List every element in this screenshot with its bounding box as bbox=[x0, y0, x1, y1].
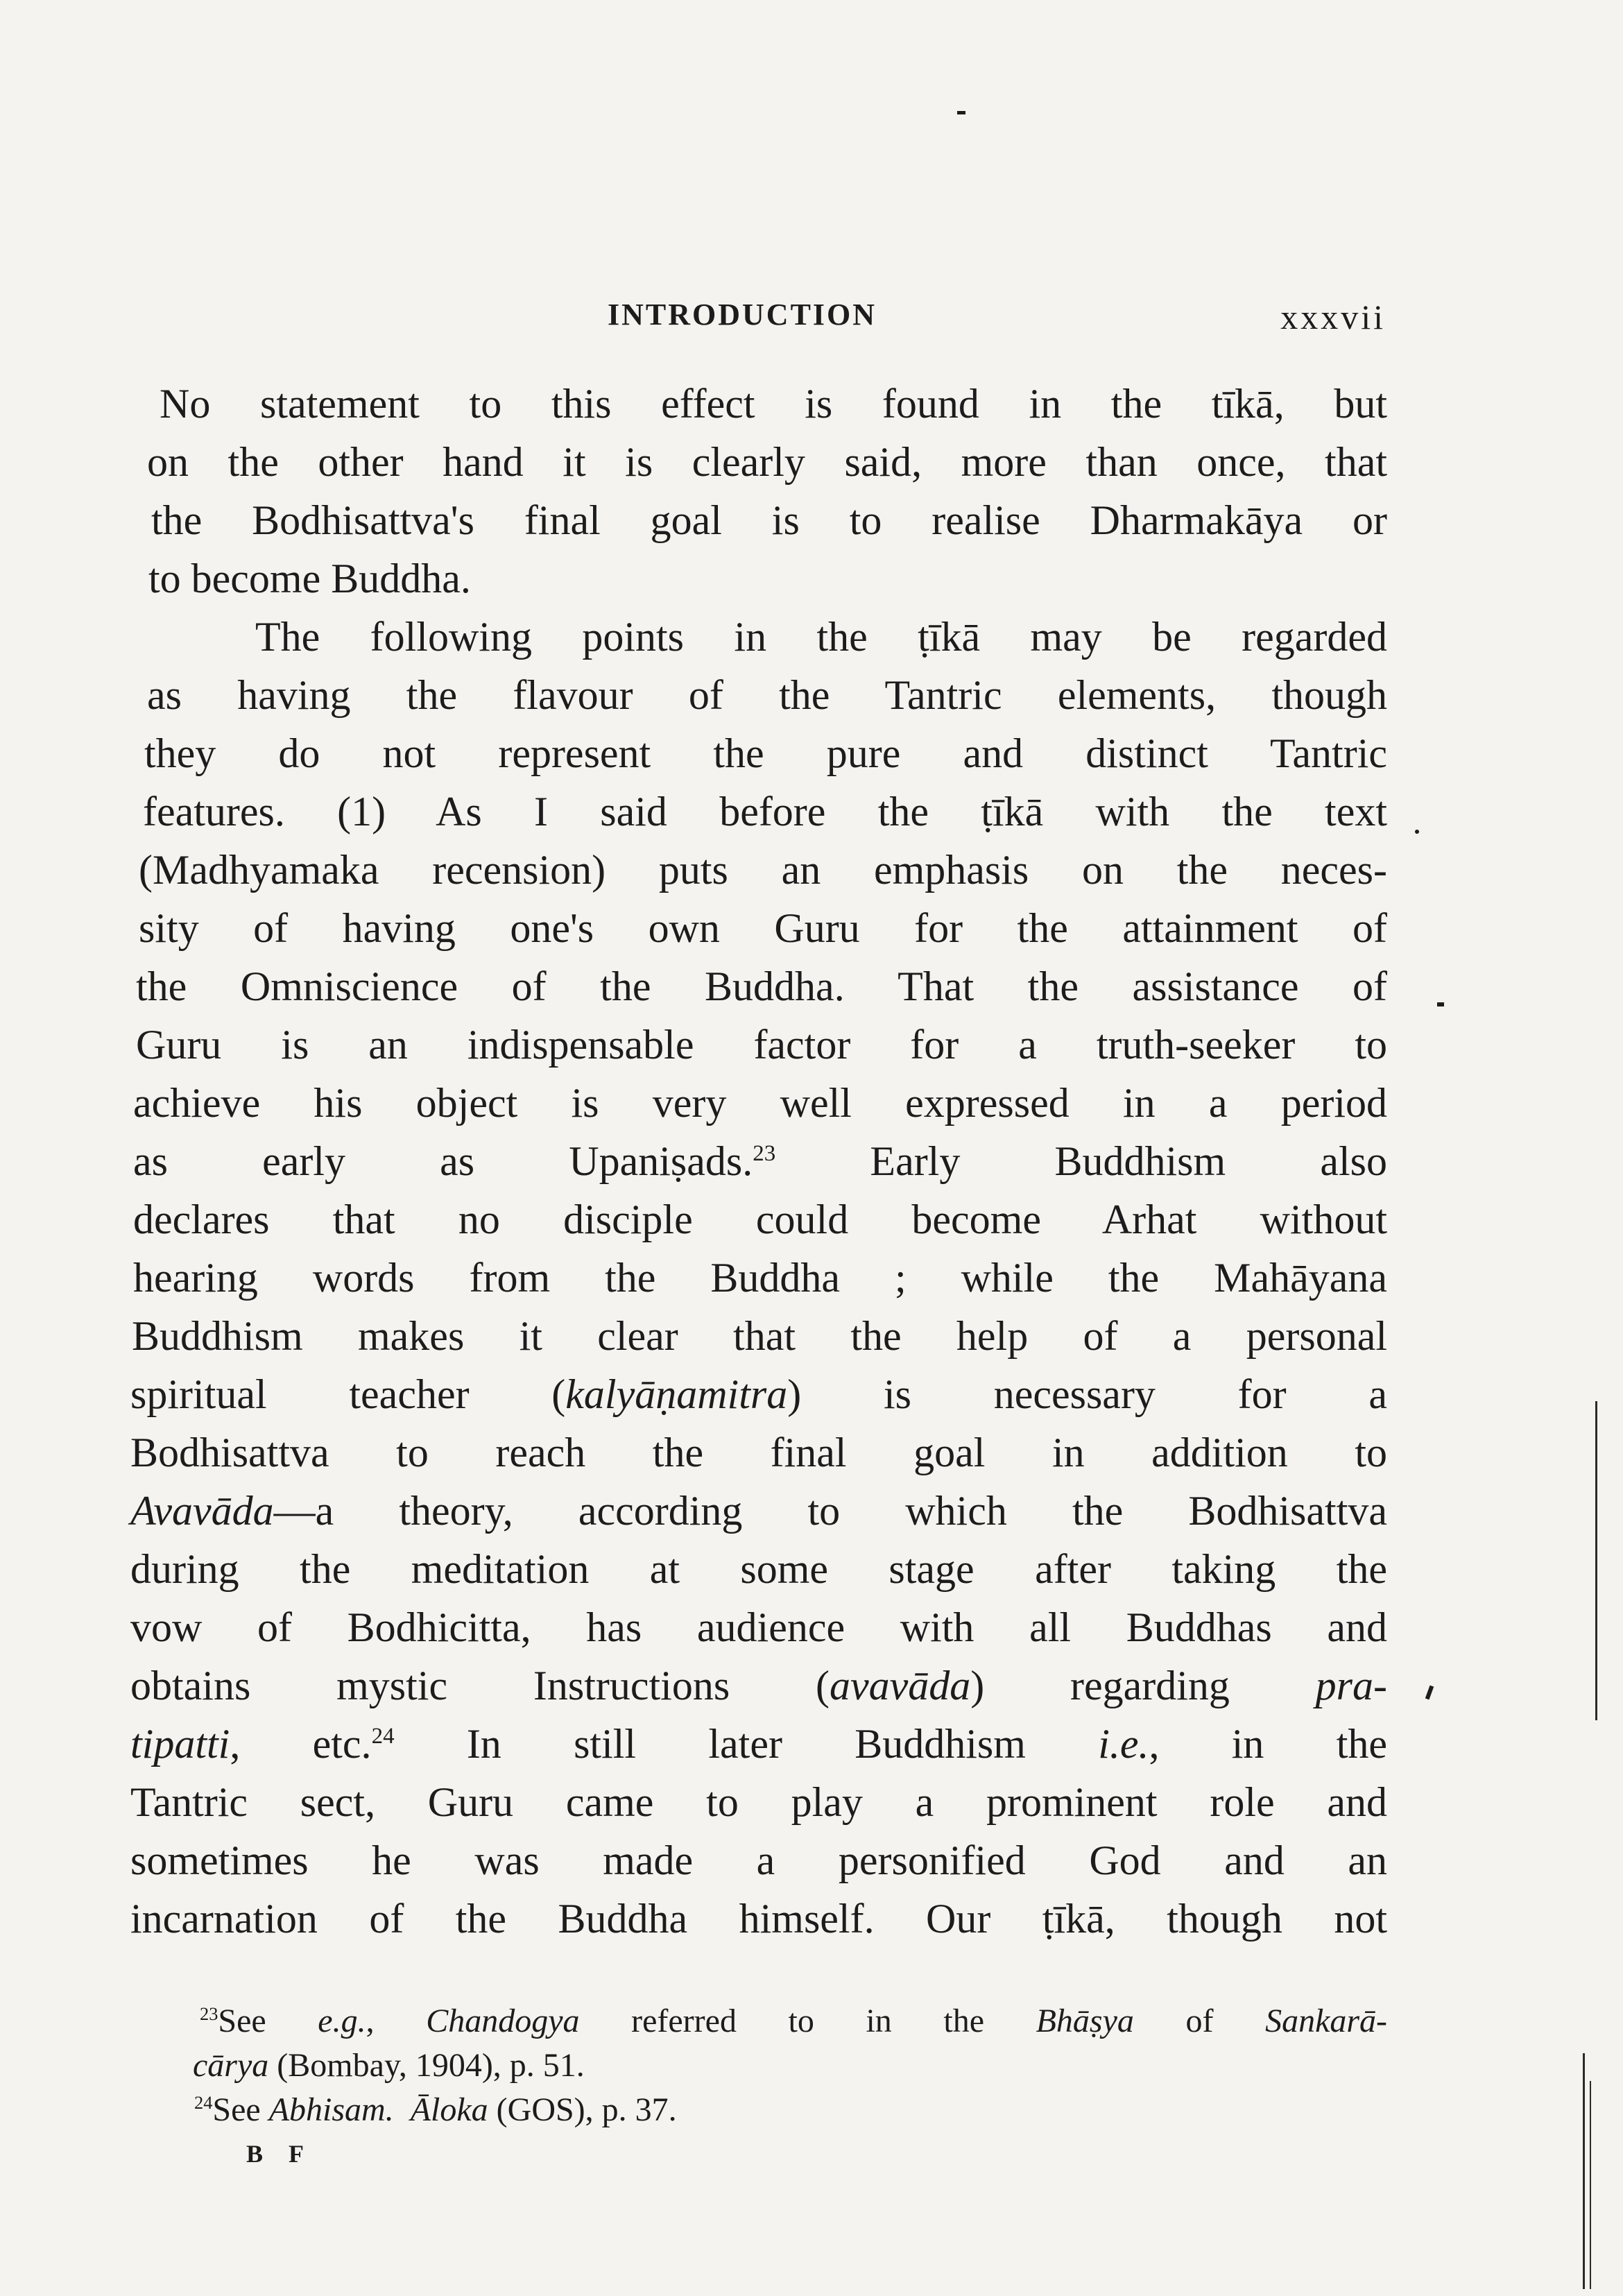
italic-term: kalyāṇamitra bbox=[565, 1371, 788, 1417]
text-line: sometimes he was made a personified God and an bbox=[130, 1837, 1387, 1883]
scan-edge-line bbox=[1590, 2081, 1591, 2289]
footnote-ref-23: 23 bbox=[753, 1141, 776, 1166]
body-text bbox=[130, 375, 1387, 1948]
text-line: sity of having one's own Guru for the attainment of bbox=[139, 905, 1387, 951]
scan-edge-line bbox=[1595, 1401, 1597, 1720]
text-line: the Bodhisattva's final goal is to realise Dharmakāya or bbox=[151, 497, 1387, 543]
text-line: Bodhisattva to reach the final goal in addition to bbox=[130, 1430, 1387, 1475]
text-line: they do not represent the pure and distinct Tantric bbox=[144, 730, 1387, 776]
text-line bbox=[130, 1482, 1387, 1540]
text-segment: , in the bbox=[1149, 1721, 1387, 1767]
footnotes bbox=[130, 1999, 1387, 2132]
italic-term: Abhisam. bbox=[268, 2091, 394, 2128]
footnote-text: (GOS), p. 37. bbox=[488, 2091, 677, 2128]
text-line: features. (1) As I said before the ṭīkā with the text bbox=[143, 789, 1387, 834]
text-line: during the meditation at some stage after taking the bbox=[130, 1546, 1387, 1592]
scan-speck bbox=[1425, 1686, 1434, 1700]
text-line: as having the flavour of the Tantric elements, though bbox=[147, 672, 1387, 718]
text-segment: as early as Upaniṣads. bbox=[133, 1138, 753, 1184]
signature-mark: B F bbox=[246, 2140, 314, 2168]
text-line: vow of Bodhicitta, has audience with all Buddhas and bbox=[130, 1604, 1387, 1650]
scan-speck bbox=[1415, 830, 1419, 834]
text-segment: Early Buddhism also bbox=[870, 1138, 1387, 1184]
footnote-24 bbox=[130, 2088, 1387, 2132]
text-line bbox=[130, 1132, 1387, 1190]
text-line: on the other hand it is clearly said, more than once, that bbox=[147, 439, 1387, 485]
text-line: No statement to this effect is found in the tīkā, but bbox=[160, 381, 1387, 427]
footnote-ref-24: 24 bbox=[371, 1724, 395, 1749]
italic-term: i.e. bbox=[1098, 1721, 1149, 1767]
text-segment: —a theory, according to which the Bodhisattva bbox=[273, 1488, 1387, 1534]
text-line: Buddhism makes it clear that the help of a personal bbox=[132, 1313, 1387, 1359]
footnote-23 bbox=[130, 1999, 1387, 2044]
italic-term: Avavāda bbox=[130, 1488, 274, 1534]
footnote-text: See bbox=[218, 2003, 318, 2039]
italic-term: Bhāṣya bbox=[1036, 2003, 1134, 2039]
text-line: achieve his object is very well expressed in a period bbox=[133, 1080, 1387, 1126]
footnote-text bbox=[394, 2091, 411, 2128]
italic-term: avavāda bbox=[829, 1663, 971, 1708]
italic-term: Chandogya bbox=[426, 2003, 580, 2039]
scan-edge-line bbox=[1583, 2053, 1585, 2289]
italic-term: pra- bbox=[1315, 1663, 1388, 1708]
page-header bbox=[130, 297, 1386, 345]
text-line: declares that no disciple could become Arhat without bbox=[133, 1197, 1387, 1242]
italic-term: Āloka bbox=[410, 2091, 488, 2128]
italic-term: Sankarā- bbox=[1265, 2003, 1388, 2039]
page-number: xxxvii bbox=[1280, 298, 1386, 336]
text-line: incarnation of the Buddha himself. Our ṭīkā, though not bbox=[130, 1896, 1387, 1942]
text-segment: ) regarding bbox=[970, 1663, 1316, 1708]
italic-term: cārya bbox=[193, 2047, 269, 2084]
text-segment: In still later Buddhism bbox=[466, 1721, 1099, 1767]
text-segment: ) is necessary for a bbox=[787, 1371, 1387, 1417]
text-line: Tantric sect, Guru came to play a prominent role and bbox=[130, 1779, 1387, 1825]
italic-term: tipatti bbox=[130, 1721, 230, 1767]
text-line: the Omniscience of the Buddha. That the assistance of bbox=[136, 963, 1387, 1009]
text-line: The following points in the ṭīkā may be regarded bbox=[255, 614, 1387, 660]
italic-term: e.g. bbox=[318, 2003, 366, 2039]
text-segment: obtains mystic Instructions ( bbox=[130, 1663, 830, 1708]
footnote-mark: 24 bbox=[194, 2092, 213, 2113]
text-line bbox=[130, 1656, 1387, 1715]
footnote-text: (Bombay, 1904), p. 51. bbox=[268, 2047, 585, 2084]
scan-speck bbox=[957, 111, 965, 114]
footnote-mark: 23 bbox=[200, 2003, 218, 2024]
text-line bbox=[130, 1715, 1387, 1773]
text-line: to become Buddha. bbox=[148, 556, 471, 601]
footnote-23-cont bbox=[130, 2044, 1387, 2088]
running-title: INTRODUCTION bbox=[608, 298, 877, 332]
footnote-text: , bbox=[366, 2003, 427, 2039]
scan-speck bbox=[1437, 1002, 1444, 1006]
footnote-text: See bbox=[212, 2091, 269, 2128]
text-line bbox=[130, 1365, 1387, 1423]
text-segment: spiritual teacher ( bbox=[130, 1371, 566, 1417]
text-line: Guru is an indispensable factor for a truth-seeker to bbox=[136, 1022, 1387, 1068]
footnote-text: referred to in the bbox=[579, 2003, 1036, 2039]
text-segment: , etc. bbox=[230, 1721, 372, 1767]
text-line: (Madhyamaka recension) puts an emphasis on the neces- bbox=[139, 847, 1387, 893]
text-line: hearing words from the Buddha ; while the Mahāyana bbox=[133, 1255, 1387, 1301]
footnote-text: of bbox=[1133, 2003, 1266, 2039]
